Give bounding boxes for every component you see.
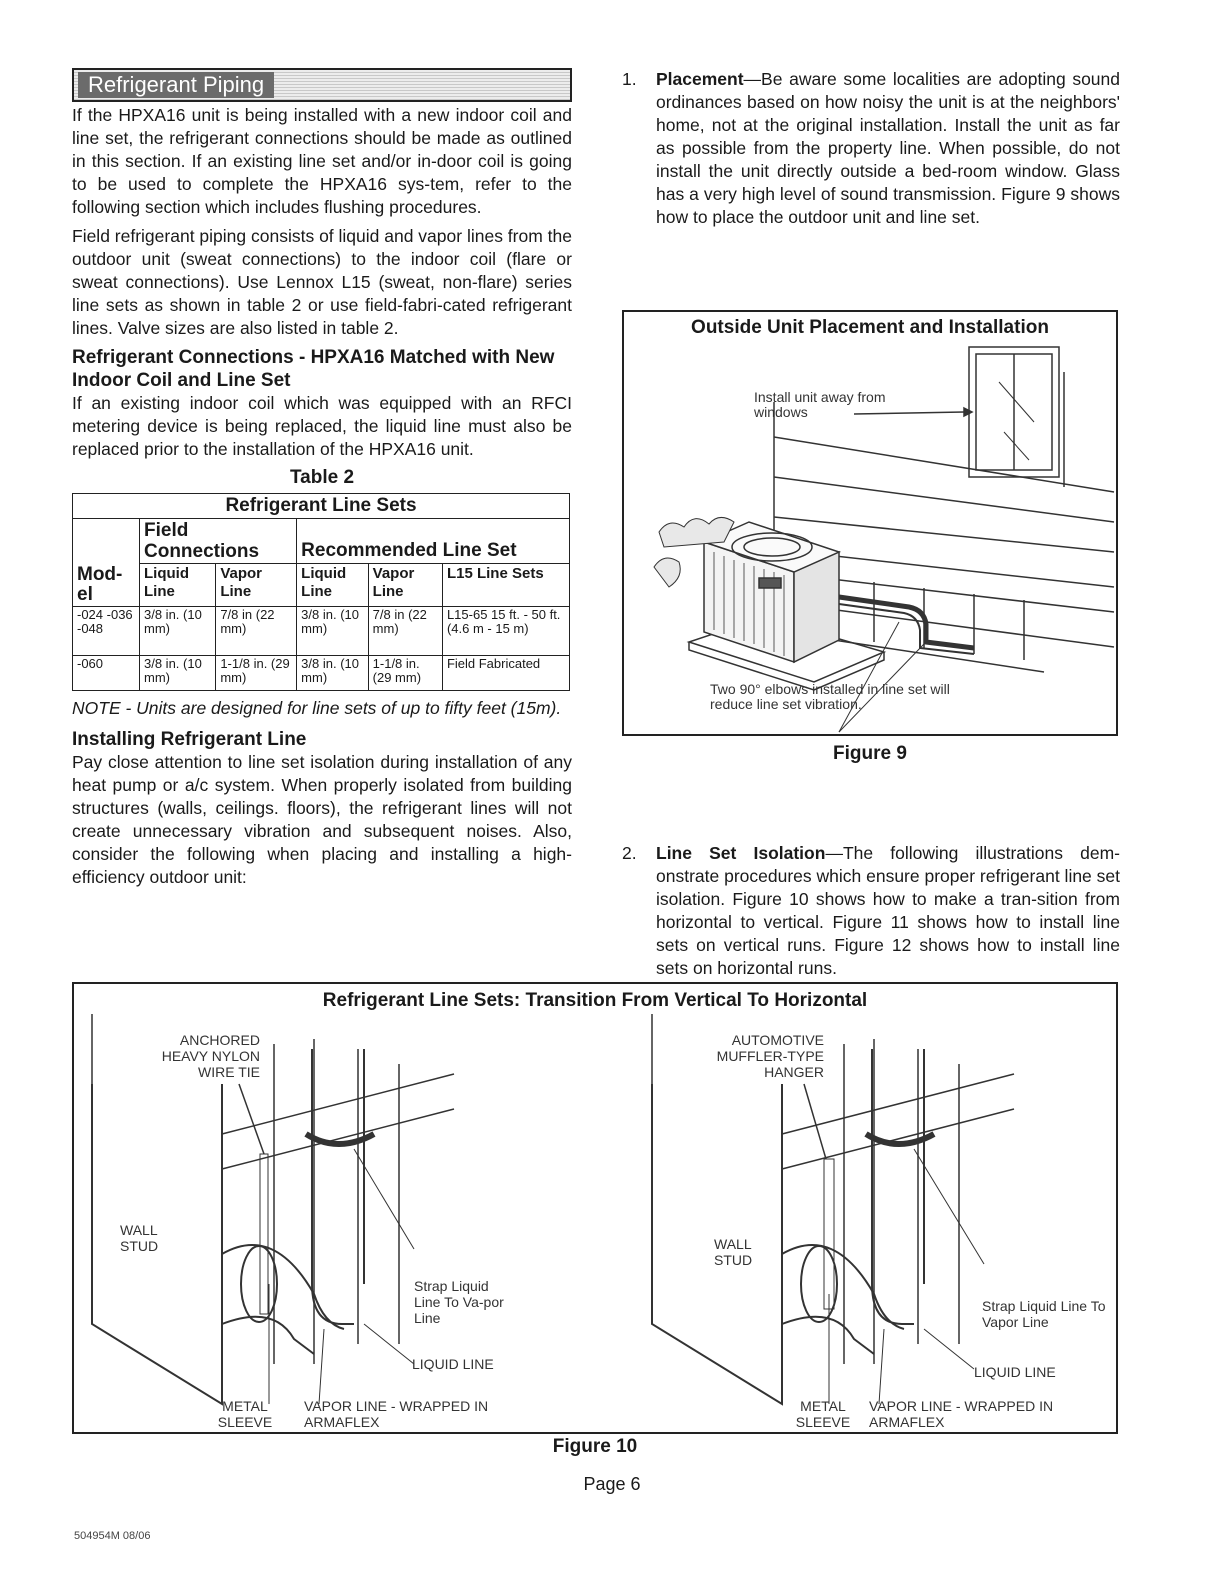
- table-cell: 7/8 in (22 mm): [368, 606, 442, 655]
- table-cell: 3/8 in. (10 mm): [140, 606, 216, 655]
- figure-9-caption: Figure 9: [833, 743, 907, 764]
- wall-stud-label: WALL STUD: [120, 1222, 159, 1254]
- metal-sleeve-label: METAL SLEEVE: [217, 1398, 273, 1430]
- table-blank-cell: [73, 519, 140, 564]
- liquid-line-label: LIQUID LINE: [412, 1356, 494, 1372]
- figure-10-caption: Figure 10: [552, 1436, 638, 1457]
- isolation-paragraph: [656, 842, 1120, 980]
- strap-label: Strap Liquid Line To Va-por Line: [414, 1278, 504, 1326]
- table-cell: L15-65 15 ft. - 50 ft. (4.6 m - 15 m): [442, 606, 569, 655]
- installing-paragraph: Pay close attention to line set isolation during installation of any heat pump or a/c system. When properly isolated from building structures (walls, ceilings. floors), the refrigerant lines will not create unnecessary vibration and subsequent noises. Also, consider the following when placing and installing a high-efficiency outdoor unit:: [72, 751, 572, 887]
- column-header: Vapor Line: [216, 564, 297, 607]
- table-cell: 7/8 in (22 mm): [216, 606, 297, 655]
- column-header: L15 Line Sets: [442, 564, 569, 607]
- column-header: Vapor Line: [368, 564, 442, 607]
- figure-9-box: [622, 310, 1118, 736]
- line-set-note: NOTE - Units are designed for line sets of up to fifty feet (15m).: [72, 697, 562, 718]
- column-header: Liquid Line: [140, 564, 216, 607]
- table-row: [73, 655, 570, 690]
- line-set-isolation-item: [622, 842, 1120, 980]
- installing-heading: Installing Refrigerant Line: [72, 728, 307, 750]
- table-cell: 3/8 in. (10 mm): [297, 655, 368, 690]
- placement-paragraph: [656, 68, 1120, 229]
- install-away-label: Install unit away from windows: [754, 389, 886, 420]
- table-cell-model: -060: [73, 655, 140, 690]
- liquid-line-label: LIQUID LINE: [974, 1364, 1056, 1380]
- muffler-hanger-label: AUTOMOTIVE MUFFLER-TYPE HANGER: [716, 1032, 824, 1080]
- wall-stud-label: WALL STUD: [714, 1236, 753, 1268]
- item-number: 2.: [622, 843, 637, 863]
- table-cell: 1-1/8 in. (29 mm): [216, 655, 297, 690]
- page-number: Page 6: [583, 1474, 641, 1494]
- table-cell: Field Fabricated: [442, 655, 569, 690]
- field-piping-paragraph: Field refrigerant piping consists of liquid and vapor lines from the outdoor unit (sweat connections) to the indoor coil (flare or sweat connections). Use Lennox L15 (sweat, non-flare) series line sets as shown in table 2 or use field-fabri-cated refrigerant lines. Valve sizes are also listed in table 2.: [72, 226, 572, 338]
- intro-paragraph: If the HPXA16 unit is being installed with a new indoor coil and line set, the refrigerant connections should be made as outlined in this section. If an existing line set and/or in-door coil is going to be used to complete the HPXA16 sys-tem, refer to the following section which includes flushing procedures.: [72, 105, 572, 217]
- connections-heading: Refrigerant Connections - HPXA16 Matched with New Indoor Coil and Line Set: [72, 347, 555, 391]
- figure-9-title: Outside Unit Placement and Installation: [691, 317, 1049, 338]
- line-sets-table: [72, 493, 570, 691]
- isolation-text: —The following illustrations dem-onstrate procedures which ensure proper refrigerant line set isolation. Figure 10 shows how to make a tran-sition from horizontal to vertical. Figure 11 shows how to install line sets on vertical runs. Figure 12 shows how to install line sets on horizontal runs.: [656, 843, 1120, 978]
- table-cell: 3/8 in. (10 mm): [297, 606, 368, 655]
- field-connections-header: Field Connections: [140, 519, 297, 564]
- column-header: Liquid Line: [297, 564, 368, 607]
- metal-sleeve-label: METAL SLEEVE: [795, 1398, 851, 1430]
- recommended-line-set-header: Recommended Line Set: [297, 519, 570, 564]
- placement-text: —Be aware some localities are adopting sound ordinances based on how noisy the unit is at the neighbors' home, not at the original installation. Install the unit as far as possible from the property line. When possible, do not install the unit directly outside a bed-room window. Glass has a very high level of sound transmission. Figure 9 shows how to place the outdoor unit and line set.: [656, 69, 1120, 227]
- section-banner: [72, 68, 572, 102]
- figure-10-title: Refrigerant Line Sets: Transition From Vertical To Horizontal: [322, 990, 868, 1011]
- figure-10-box: [72, 982, 1118, 1434]
- placement-title: Placement: [656, 69, 744, 89]
- table-cell: 1-1/8 in. (29 mm): [368, 655, 442, 690]
- vapor-line-label: VAPOR LINE - WRAPPED IN ARMAFLEX: [869, 1398, 1054, 1430]
- item-number: 1.: [622, 69, 637, 89]
- strap-label: Strap Liquid Line To Vapor Line: [982, 1298, 1106, 1330]
- table-row: [73, 606, 570, 655]
- placement-item: [622, 68, 1120, 229]
- table-cell-model: -024 -036 -048: [73, 606, 140, 655]
- connections-paragraph: If an existing indoor coil which was equipped with an RFCI metering device is being replaced, the liquid line must also be replaced prior to the installation of the HPXA16 unit.: [72, 393, 572, 459]
- isolation-title: Line Set Isolation: [656, 843, 826, 863]
- table-caption: Table 2: [289, 467, 355, 488]
- left-column: [72, 68, 572, 889]
- vapor-line-label: VAPOR LINE - WRAPPED IN ARMAFLEX: [304, 1398, 489, 1430]
- document-code: 504954M 08/06: [74, 1530, 151, 1542]
- model-header: Mod-el: [73, 564, 140, 607]
- table-cell: 3/8 in. (10 mm): [140, 655, 216, 690]
- elbows-label: Two 90° elbows installed in line set will reduce line set vibration.: [710, 681, 950, 712]
- wire-tie-label: ANCHORED HEAVY NYLON WIRE TIE: [161, 1032, 260, 1080]
- table-title: Refrigerant Line Sets: [73, 494, 570, 519]
- section-banner-title: Refrigerant Piping: [78, 72, 274, 98]
